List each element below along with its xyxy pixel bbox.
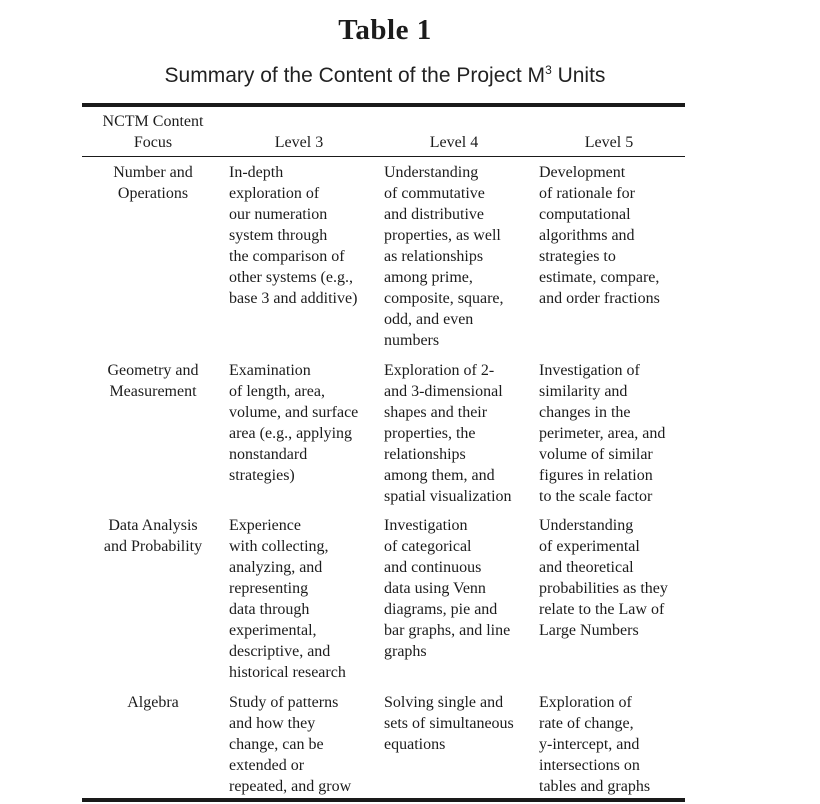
subtitle-superscript: 3: [545, 63, 552, 77]
row-number-operations-focus: Number and Operations: [113, 164, 193, 202]
table-header-rule: [82, 156, 685, 157]
row-algebra-level5: Exploration of rate of change, y-intercept, and intersections on tables and graphs: [539, 694, 651, 795]
row-data-probability-level4: Investigation of categorical and continuous data using Venn diagrams, pie and bar graphs, and line graphs: [384, 517, 511, 660]
table-subtitle: [0, 64, 770, 88]
row-data-probability-level5: Understanding of experimental and theoretical probabilities as they relate to the Law of Large Numbers: [539, 517, 668, 639]
row-geometry-measurement-focus: Geometry and Measurement: [107, 362, 199, 400]
row-algebra-level4: Solving single and sets of simultaneous equations: [384, 694, 514, 753]
row-data-probability-focus: Data Analysis and Probability: [103, 517, 203, 555]
table-title: Table 1: [338, 14, 432, 46]
row-data-probability-level3: Experience with collecting, analyzing, and representing data through experimental, descriptive, and historical research: [229, 517, 346, 681]
subtitle-text: Summary of the Content of the Project M: [164, 64, 546, 87]
header-level-3: Level 3: [274, 134, 324, 151]
row-number-operations-level4: Understanding of commutative and distributive properties, as well as relationships among prime, composite, square, odd, and even numbers: [384, 164, 504, 349]
header-focus: NCTM Content Focus: [102, 113, 204, 151]
row-number-operations-level3: In-depth exploration of our numeration system through the comparison of other systems (e.g., base 3 and additive): [229, 164, 358, 307]
header-level-4: Level 4: [429, 134, 479, 151]
row-geometry-measurement-level4: Exploration of 2- and 3-dimensional shapes and their properties, the relationships among them, and spatial visualization: [384, 362, 512, 505]
table-top-rule: [82, 103, 685, 107]
row-geometry-measurement-level3: Examination of length, area, volume, and surface area (e.g., applying nonstandard strategies): [229, 362, 359, 484]
table-bottom-rule: [82, 798, 685, 802]
row-algebra-level3: Study of patterns and how they change, can be extended or repeated, and grow: [229, 694, 352, 795]
header-level-5: Level 5: [584, 134, 634, 151]
row-geometry-measurement-level5: Investigation of similarity and changes in the perimeter, area, and volume of similar figures in relation to the scale factor: [539, 362, 666, 505]
row-number-operations-level5: Development of rationale for computational algorithms and strategies to estimate, compare, and order fractions: [539, 164, 660, 307]
row-algebra-focus: Algebra: [127, 694, 179, 711]
subtitle-end: Units: [551, 64, 606, 87]
